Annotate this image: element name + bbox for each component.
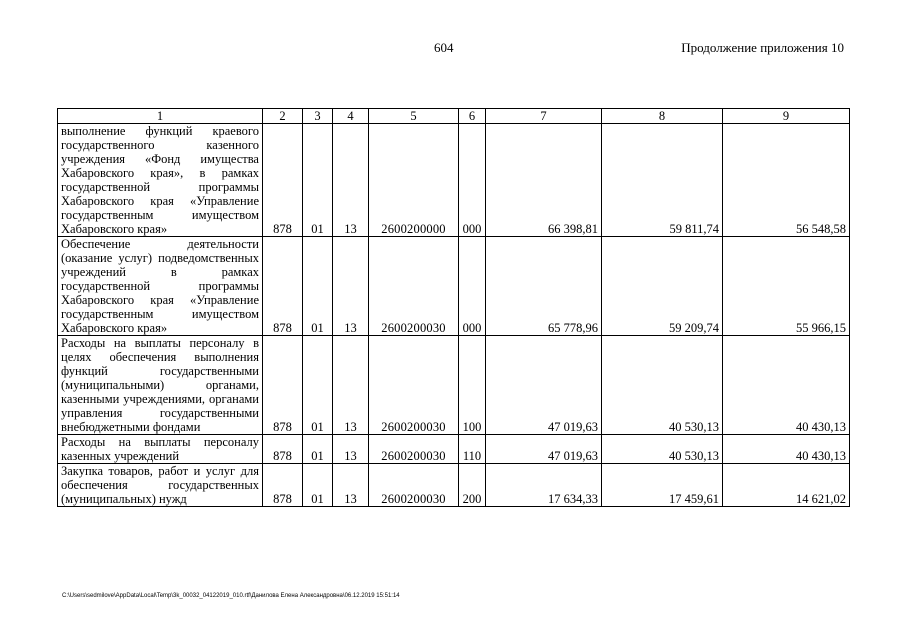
target-article-code: 2600200030 [369,464,459,507]
ministry-code: 878 [263,336,303,435]
expense-type-code: 000 [459,237,486,336]
footer-file-path: C:\Users\sedmilove\AppData\Local\Temp\3k_00032_04122019_010.rtf\Данилова Елена Александровна\06.12.2019 15:51:14 [62,593,400,599]
amount-col8: 40 530,13 [602,336,723,435]
column-number: 8 [602,109,723,124]
amount-col9: 55 966,15 [723,237,850,336]
row-description: выполнение функций краевого государственного казенного учреждения «Фонд имущества Хабаровского края», в рамках государственной программы Хабаровского края «Управление государственным имуществом Хабаровского края» [58,124,263,237]
subsection-code: 13 [333,237,369,336]
section-code: 01 [303,336,333,435]
column-number: 5 [369,109,459,124]
amount-col7: 47 019,63 [486,336,602,435]
continuation-title: Продолжение приложения 10 [681,40,844,55]
section-code: 01 [303,124,333,237]
expense-type-code: 110 [459,435,486,464]
table-row [58,464,850,507]
ministry-code: 878 [263,435,303,464]
subsection-code: 13 [333,464,369,507]
table-row [58,336,850,435]
budget-table [57,108,850,507]
section-code: 01 [303,435,333,464]
table-row [58,237,850,336]
ministry-code: 878 [263,237,303,336]
amount-col7: 47 019,63 [486,435,602,464]
subsection-code: 13 [333,336,369,435]
amount-col9: 40 430,13 [723,435,850,464]
amount-col7: 66 398,81 [486,124,602,237]
section-code: 01 [303,464,333,507]
row-description: Расходы на выплаты персоналу казенных учреждений [58,435,263,464]
column-number: 6 [459,109,486,124]
amount-col8: 59 209,74 [602,237,723,336]
amount-col9: 56 548,58 [723,124,850,237]
row-description: Обеспечение деятельности (оказание услуг) подведомственных учреждений в рамках государственной программы Хабаровского края «Управление государственным имуществом Хабаровского края» [58,237,263,336]
ministry-code: 878 [263,124,303,237]
amount-col8: 40 530,13 [602,435,723,464]
column-number: 3 [303,109,333,124]
table-row [58,124,850,237]
target-article-code: 2600200030 [369,336,459,435]
subsection-code: 13 [333,435,369,464]
column-number: 7 [486,109,602,124]
amount-col8: 59 811,74 [602,124,723,237]
amount-col8: 17 459,61 [602,464,723,507]
page-number: 604 [434,40,454,55]
table-row [58,435,850,464]
expense-type-code: 100 [459,336,486,435]
expense-type-code: 000 [459,124,486,237]
column-number: 9 [723,109,850,124]
column-number: 4 [333,109,369,124]
row-description: Закупка товаров, работ и услуг для обеспечения государственных (муниципальных) нужд [58,464,263,507]
amount-col9: 14 621,02 [723,464,850,507]
column-number: 2 [263,109,303,124]
row-description: Расходы на выплаты персоналу в целях обеспечения выполнения функций государственными (муниципальными) органами, казенными учреждениями, органами управления государственными внебюджетными фондами [58,336,263,435]
target-article-code: 2600200000 [369,124,459,237]
target-article-code: 2600200030 [369,237,459,336]
amount-col9: 40 430,13 [723,336,850,435]
amount-col7: 65 778,96 [486,237,602,336]
expense-type-code: 200 [459,464,486,507]
ministry-code: 878 [263,464,303,507]
section-code: 01 [303,237,333,336]
column-number-row [58,109,850,124]
target-article-code: 2600200030 [369,435,459,464]
subsection-code: 13 [333,124,369,237]
amount-col7: 17 634,33 [486,464,602,507]
column-number: 1 [58,109,263,124]
